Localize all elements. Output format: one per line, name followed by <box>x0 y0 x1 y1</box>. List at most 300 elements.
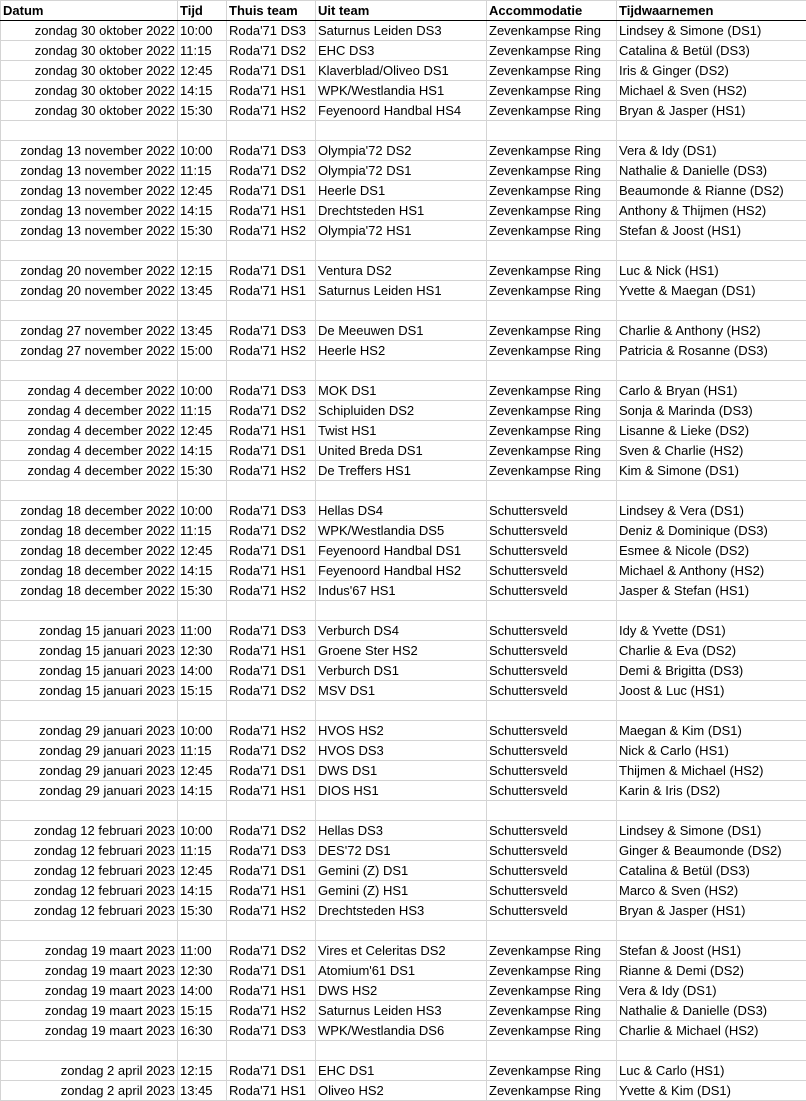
cell-uit-team[interactable]: DIOS HS1 <box>316 781 487 801</box>
cell-datum[interactable]: zondag 29 januari 2023 <box>1 761 178 781</box>
cell-thuis-team[interactable]: Roda'71 HS1 <box>227 281 316 301</box>
cell-datum[interactable]: zondag 19 maart 2023 <box>1 1021 178 1041</box>
cell-thuis-team[interactable]: Roda'71 HS1 <box>227 981 316 1001</box>
cell-thuis-team[interactable] <box>227 921 316 941</box>
cell-thuis-team[interactable] <box>227 301 316 321</box>
cell-tijdwaarnemen[interactable]: Maegan & Kim (DS1) <box>617 721 806 741</box>
cell-tijdwaarnemen[interactable]: Anthony & Thijmen (HS2) <box>617 201 806 221</box>
cell-datum[interactable]: zondag 19 maart 2023 <box>1 1001 178 1021</box>
cell-tijdwaarnemen[interactable]: Lindsey & Simone (DS1) <box>617 21 806 41</box>
cell-datum[interactable]: zondag 12 februari 2023 <box>1 901 178 921</box>
cell-uit-team[interactable]: Atomium'61 DS1 <box>316 961 487 981</box>
cell-tijd[interactable]: 15:15 <box>178 1001 227 1021</box>
cell-datum[interactable]: zondag 15 januari 2023 <box>1 661 178 681</box>
cell-tijdwaarnemen[interactable]: Kim & Simone (DS1) <box>617 461 806 481</box>
cell-accommodatie[interactable]: Schuttersveld <box>487 881 617 901</box>
cell-uit-team[interactable] <box>316 241 487 261</box>
cell-uit-team[interactable]: Verburch DS1 <box>316 661 487 681</box>
cell-tijdwaarnemen[interactable]: Charlie & Anthony (HS2) <box>617 321 806 341</box>
cell-tijd[interactable]: 14:00 <box>178 981 227 1001</box>
cell-tijd[interactable]: 10:00 <box>178 381 227 401</box>
cell-uit-team[interactable]: Gemini (Z) DS1 <box>316 861 487 881</box>
cell-uit-team[interactable]: MOK DS1 <box>316 381 487 401</box>
cell-tijd[interactable]: 13:45 <box>178 321 227 341</box>
cell-accommodatie[interactable]: Zevenkampse Ring <box>487 381 617 401</box>
cell-tijdwaarnemen[interactable]: Nathalie & Danielle (DS3) <box>617 161 806 181</box>
cell-tijdwaarnemen[interactable]: Bryan & Jasper (HS1) <box>617 101 806 121</box>
cell-thuis-team[interactable]: Roda'71 DS3 <box>227 621 316 641</box>
cell-tijdwaarnemen[interactable]: Rianne & Demi (DS2) <box>617 961 806 981</box>
cell-tijdwaarnemen[interactable]: Sonja & Marinda (DS3) <box>617 401 806 421</box>
cell-tijd[interactable] <box>178 481 227 501</box>
cell-thuis-team[interactable] <box>227 801 316 821</box>
cell-tijdwaarnemen[interactable] <box>617 601 806 621</box>
cell-datum[interactable] <box>1 361 178 381</box>
cell-tijdwaarnemen[interactable]: Thijmen & Michael (HS2) <box>617 761 806 781</box>
cell-tijdwaarnemen[interactable]: Patricia & Rosanne (DS3) <box>617 341 806 361</box>
cell-datum[interactable]: zondag 30 oktober 2022 <box>1 81 178 101</box>
cell-datum[interactable] <box>1 801 178 821</box>
cell-thuis-team[interactable]: Roda'71 HS2 <box>227 901 316 921</box>
cell-thuis-team[interactable]: Roda'71 DS1 <box>227 181 316 201</box>
cell-uit-team[interactable]: Feyenoord Handbal HS2 <box>316 561 487 581</box>
cell-thuis-team[interactable]: Roda'71 HS2 <box>227 221 316 241</box>
cell-thuis-team[interactable]: Roda'71 HS2 <box>227 721 316 741</box>
cell-uit-team[interactable]: Olympia'72 DS1 <box>316 161 487 181</box>
cell-tijdwaarnemen[interactable]: Jasper & Stefan (HS1) <box>617 581 806 601</box>
cell-accommodatie[interactable]: Zevenkampse Ring <box>487 201 617 221</box>
cell-accommodatie[interactable]: Schuttersveld <box>487 901 617 921</box>
cell-uit-team[interactable]: De Meeuwen DS1 <box>316 321 487 341</box>
cell-uit-team[interactable]: De Treffers HS1 <box>316 461 487 481</box>
cell-thuis-team[interactable] <box>227 241 316 261</box>
cell-datum[interactable]: zondag 18 december 2022 <box>1 581 178 601</box>
cell-tijdwaarnemen[interactable]: Yvette & Kim (DS1) <box>617 1081 806 1101</box>
cell-thuis-team[interactable]: Roda'71 DS2 <box>227 521 316 541</box>
cell-uit-team[interactable]: Heerle HS2 <box>316 341 487 361</box>
cell-tijd[interactable] <box>178 921 227 941</box>
cell-datum[interactable]: zondag 12 februari 2023 <box>1 821 178 841</box>
cell-tijd[interactable]: 11:15 <box>178 521 227 541</box>
cell-accommodatie[interactable]: Schuttersveld <box>487 761 617 781</box>
cell-thuis-team[interactable]: Roda'71 DS1 <box>227 441 316 461</box>
cell-accommodatie[interactable] <box>487 481 617 501</box>
cell-tijdwaarnemen[interactable]: Beaumonde & Rianne (DS2) <box>617 181 806 201</box>
cell-accommodatie[interactable]: Zevenkampse Ring <box>487 1061 617 1081</box>
cell-tijd[interactable]: 12:45 <box>178 541 227 561</box>
cell-accommodatie[interactable] <box>487 361 617 381</box>
cell-tijd[interactable]: 13:45 <box>178 1081 227 1101</box>
cell-tijdwaarnemen[interactable]: Nick & Carlo (HS1) <box>617 741 806 761</box>
cell-uit-team[interactable]: Saturnus Leiden DS3 <box>316 21 487 41</box>
cell-thuis-team[interactable]: Roda'71 HS2 <box>227 341 316 361</box>
cell-datum[interactable]: zondag 13 november 2022 <box>1 141 178 161</box>
cell-uit-team[interactable]: Feyenoord Handbal DS1 <box>316 541 487 561</box>
cell-thuis-team[interactable]: Roda'71 DS2 <box>227 741 316 761</box>
cell-thuis-team[interactable]: Roda'71 DS3 <box>227 21 316 41</box>
cell-tijd[interactable]: 14:15 <box>178 781 227 801</box>
cell-thuis-team[interactable]: Roda'71 HS2 <box>227 1001 316 1021</box>
cell-tijd[interactable]: 11:00 <box>178 941 227 961</box>
cell-tijdwaarnemen[interactable]: Ginger & Beaumonde (DS2) <box>617 841 806 861</box>
cell-datum[interactable]: zondag 20 november 2022 <box>1 281 178 301</box>
cell-datum[interactable]: zondag 15 januari 2023 <box>1 681 178 701</box>
cell-tijdwaarnemen[interactable]: Michael & Sven (HS2) <box>617 81 806 101</box>
cell-tijdwaarnemen[interactable]: Michael & Anthony (HS2) <box>617 561 806 581</box>
cell-tijdwaarnemen[interactable] <box>617 301 806 321</box>
cell-tijdwaarnemen[interactable]: Carlo & Bryan (HS1) <box>617 381 806 401</box>
cell-accommodatie[interactable]: Zevenkampse Ring <box>487 81 617 101</box>
cell-datum[interactable]: zondag 27 november 2022 <box>1 321 178 341</box>
cell-thuis-team[interactable] <box>227 121 316 141</box>
cell-accommodatie[interactable]: Schuttersveld <box>487 721 617 741</box>
cell-thuis-team[interactable]: Roda'71 DS3 <box>227 841 316 861</box>
cell-uit-team[interactable]: Drechtsteden HS1 <box>316 201 487 221</box>
cell-uit-team[interactable]: Saturnus Leiden HS3 <box>316 1001 487 1021</box>
cell-tijd[interactable]: 14:15 <box>178 881 227 901</box>
cell-accommodatie[interactable]: Zevenkampse Ring <box>487 101 617 121</box>
cell-accommodatie[interactable]: Schuttersveld <box>487 581 617 601</box>
cell-datum[interactable]: zondag 18 december 2022 <box>1 561 178 581</box>
cell-accommodatie[interactable]: Zevenkampse Ring <box>487 1001 617 1021</box>
cell-tijd[interactable]: 11:00 <box>178 621 227 641</box>
cell-uit-team[interactable]: Vires et Celeritas DS2 <box>316 941 487 961</box>
cell-uit-team[interactable]: Drechtsteden HS3 <box>316 901 487 921</box>
cell-tijdwaarnemen[interactable]: Lindsey & Vera (DS1) <box>617 501 806 521</box>
cell-tijdwaarnemen[interactable] <box>617 701 806 721</box>
cell-tijd[interactable]: 14:15 <box>178 81 227 101</box>
cell-datum[interactable] <box>1 921 178 941</box>
cell-uit-team[interactable] <box>316 361 487 381</box>
cell-uit-team[interactable]: MSV DS1 <box>316 681 487 701</box>
cell-datum[interactable] <box>1 121 178 141</box>
cell-tijdwaarnemen[interactable]: Vera & Idy (DS1) <box>617 141 806 161</box>
cell-accommodatie[interactable]: Schuttersveld <box>487 561 617 581</box>
cell-thuis-team[interactable]: Roda'71 DS1 <box>227 661 316 681</box>
cell-tijd[interactable]: 15:30 <box>178 581 227 601</box>
cell-accommodatie[interactable]: Schuttersveld <box>487 521 617 541</box>
cell-datum[interactable]: zondag 13 november 2022 <box>1 181 178 201</box>
cell-accommodatie[interactable]: Schuttersveld <box>487 781 617 801</box>
cell-tijd[interactable]: 13:45 <box>178 281 227 301</box>
cell-tijd[interactable]: 12:45 <box>178 861 227 881</box>
cell-accommodatie[interactable] <box>487 1041 617 1061</box>
cell-datum[interactable]: zondag 18 december 2022 <box>1 541 178 561</box>
cell-accommodatie[interactable]: Zevenkampse Ring <box>487 941 617 961</box>
cell-accommodatie[interactable]: Zevenkampse Ring <box>487 461 617 481</box>
cell-tijd[interactable] <box>178 801 227 821</box>
cell-datum[interactable]: zondag 2 april 2023 <box>1 1061 178 1081</box>
cell-thuis-team[interactable]: Roda'71 DS1 <box>227 261 316 281</box>
cell-accommodatie[interactable]: Zevenkampse Ring <box>487 981 617 1001</box>
cell-datum[interactable]: zondag 19 maart 2023 <box>1 941 178 961</box>
cell-tijdwaarnemen[interactable] <box>617 1041 806 1061</box>
cell-datum[interactable]: zondag 30 oktober 2022 <box>1 61 178 81</box>
cell-accommodatie[interactable]: Zevenkampse Ring <box>487 401 617 421</box>
cell-accommodatie[interactable]: Zevenkampse Ring <box>487 1081 617 1101</box>
cell-tijd[interactable] <box>178 121 227 141</box>
cell-datum[interactable]: zondag 13 november 2022 <box>1 201 178 221</box>
cell-thuis-team[interactable] <box>227 361 316 381</box>
cell-tijd[interactable]: 15:30 <box>178 221 227 241</box>
cell-tijdwaarnemen[interactable] <box>617 481 806 501</box>
cell-datum[interactable]: zondag 13 november 2022 <box>1 221 178 241</box>
cell-datum[interactable]: zondag 12 februari 2023 <box>1 841 178 861</box>
cell-tijd[interactable]: 15:15 <box>178 681 227 701</box>
cell-accommodatie[interactable] <box>487 701 617 721</box>
cell-uit-team[interactable]: DES'72 DS1 <box>316 841 487 861</box>
cell-thuis-team[interactable]: Roda'71 HS1 <box>227 641 316 661</box>
cell-tijd[interactable]: 11:15 <box>178 841 227 861</box>
cell-accommodatie[interactable]: Schuttersveld <box>487 861 617 881</box>
cell-datum[interactable]: zondag 29 januari 2023 <box>1 741 178 761</box>
cell-thuis-team[interactable]: Roda'71 HS2 <box>227 101 316 121</box>
cell-thuis-team[interactable]: Roda'71 DS1 <box>227 61 316 81</box>
cell-tijdwaarnemen[interactable]: Bryan & Jasper (HS1) <box>617 901 806 921</box>
cell-thuis-team[interactable]: Roda'71 DS3 <box>227 381 316 401</box>
cell-datum[interactable]: zondag 18 december 2022 <box>1 501 178 521</box>
cell-thuis-team[interactable]: Roda'71 HS1 <box>227 781 316 801</box>
cell-accommodatie[interactable] <box>487 921 617 941</box>
cell-accommodatie[interactable] <box>487 241 617 261</box>
cell-uit-team[interactable] <box>316 1041 487 1061</box>
cell-uit-team[interactable]: Ventura DS2 <box>316 261 487 281</box>
cell-uit-team[interactable]: DWS HS2 <box>316 981 487 1001</box>
cell-tijdwaarnemen[interactable]: Sven & Charlie (HS2) <box>617 441 806 461</box>
cell-tijd[interactable]: 12:45 <box>178 61 227 81</box>
cell-uit-team[interactable]: HVOS HS2 <box>316 721 487 741</box>
cell-tijd[interactable]: 11:15 <box>178 401 227 421</box>
cell-accommodatie[interactable]: Zevenkampse Ring <box>487 441 617 461</box>
cell-datum[interactable] <box>1 601 178 621</box>
cell-accommodatie[interactable]: Zevenkampse Ring <box>487 261 617 281</box>
cell-thuis-team[interactable]: Roda'71 HS1 <box>227 1081 316 1101</box>
cell-datum[interactable]: zondag 2 april 2023 <box>1 1081 178 1101</box>
cell-tijd[interactable]: 14:15 <box>178 441 227 461</box>
cell-accommodatie[interactable]: Schuttersveld <box>487 541 617 561</box>
cell-uit-team[interactable]: Olympia'72 DS2 <box>316 141 487 161</box>
cell-tijd[interactable]: 12:45 <box>178 761 227 781</box>
cell-tijdwaarnemen[interactable] <box>617 121 806 141</box>
cell-tijd[interactable]: 15:00 <box>178 341 227 361</box>
cell-accommodatie[interactable]: Zevenkampse Ring <box>487 181 617 201</box>
cell-tijdwaarnemen[interactable]: Nathalie & Danielle (DS3) <box>617 1001 806 1021</box>
cell-datum[interactable] <box>1 481 178 501</box>
cell-uit-team[interactable]: WPK/Westlandia DS5 <box>316 521 487 541</box>
cell-uit-team[interactable]: United Breda DS1 <box>316 441 487 461</box>
cell-tijd[interactable]: 12:30 <box>178 961 227 981</box>
cell-accommodatie[interactable]: Schuttersveld <box>487 661 617 681</box>
cell-datum[interactable]: zondag 29 januari 2023 <box>1 721 178 741</box>
cell-tijdwaarnemen[interactable] <box>617 361 806 381</box>
cell-accommodatie[interactable]: Schuttersveld <box>487 681 617 701</box>
cell-tijd[interactable]: 15:30 <box>178 461 227 481</box>
cell-thuis-team[interactable]: Roda'71 HS2 <box>227 581 316 601</box>
cell-tijd[interactable]: 12:45 <box>178 421 227 441</box>
cell-thuis-team[interactable] <box>227 481 316 501</box>
cell-tijdwaarnemen[interactable]: Demi & Brigitta (DS3) <box>617 661 806 681</box>
cell-accommodatie[interactable]: Schuttersveld <box>487 501 617 521</box>
cell-datum[interactable]: zondag 30 oktober 2022 <box>1 101 178 121</box>
cell-tijd[interactable]: 11:15 <box>178 161 227 181</box>
cell-tijd[interactable] <box>178 1041 227 1061</box>
cell-thuis-team[interactable]: Roda'71 DS3 <box>227 501 316 521</box>
cell-datum[interactable]: zondag 12 februari 2023 <box>1 881 178 901</box>
cell-uit-team[interactable] <box>316 481 487 501</box>
cell-datum[interactable]: zondag 4 december 2022 <box>1 421 178 441</box>
cell-accommodatie[interactable] <box>487 601 617 621</box>
cell-tijd[interactable]: 12:30 <box>178 641 227 661</box>
cell-uit-team[interactable]: Gemini (Z) HS1 <box>316 881 487 901</box>
cell-thuis-team[interactable] <box>227 701 316 721</box>
cell-accommodatie[interactable]: Schuttersveld <box>487 641 617 661</box>
cell-tijd[interactable]: 12:15 <box>178 261 227 281</box>
cell-thuis-team[interactable]: Roda'71 DS1 <box>227 961 316 981</box>
cell-accommodatie[interactable]: Zevenkampse Ring <box>487 141 617 161</box>
cell-tijdwaarnemen[interactable]: Charlie & Michael (HS2) <box>617 1021 806 1041</box>
cell-accommodatie[interactable]: Zevenkampse Ring <box>487 961 617 981</box>
cell-uit-team[interactable]: Twist HS1 <box>316 421 487 441</box>
cell-tijdwaarnemen[interactable]: Idy & Yvette (DS1) <box>617 621 806 641</box>
cell-uit-team[interactable]: EHC DS3 <box>316 41 487 61</box>
cell-tijdwaarnemen[interactable]: Vera & Idy (DS1) <box>617 981 806 1001</box>
cell-tijdwaarnemen[interactable]: Deniz & Dominique (DS3) <box>617 521 806 541</box>
cell-thuis-team[interactable]: Roda'71 DS3 <box>227 141 316 161</box>
cell-tijdwaarnemen[interactable]: Stefan & Joost (HS1) <box>617 941 806 961</box>
cell-datum[interactable] <box>1 241 178 261</box>
cell-tijd[interactable]: 15:30 <box>178 101 227 121</box>
cell-datum[interactable]: zondag 18 december 2022 <box>1 521 178 541</box>
cell-uit-team[interactable]: Saturnus Leiden HS1 <box>316 281 487 301</box>
cell-thuis-team[interactable]: Roda'71 DS1 <box>227 861 316 881</box>
cell-tijdwaarnemen[interactable]: Charlie & Eva (DS2) <box>617 641 806 661</box>
cell-tijd[interactable]: 16:30 <box>178 1021 227 1041</box>
cell-uit-team[interactable] <box>316 121 487 141</box>
cell-tijd[interactable]: 11:15 <box>178 741 227 761</box>
cell-tijdwaarnemen[interactable]: Catalina & Betül (DS3) <box>617 861 806 881</box>
cell-datum[interactable]: zondag 30 oktober 2022 <box>1 21 178 41</box>
cell-thuis-team[interactable]: Roda'71 DS1 <box>227 761 316 781</box>
cell-uit-team[interactable]: Groene Ster HS2 <box>316 641 487 661</box>
cell-datum[interactable]: zondag 12 februari 2023 <box>1 861 178 881</box>
cell-uit-team[interactable]: Indus'67 HS1 <box>316 581 487 601</box>
cell-accommodatie[interactable] <box>487 301 617 321</box>
cell-tijdwaarnemen[interactable]: Marco & Sven (HS2) <box>617 881 806 901</box>
cell-thuis-team[interactable]: Roda'71 DS2 <box>227 821 316 841</box>
cell-tijd[interactable] <box>178 701 227 721</box>
cell-tijd[interactable]: 10:00 <box>178 21 227 41</box>
cell-tijdwaarnemen[interactable]: Lindsey & Simone (DS1) <box>617 821 806 841</box>
cell-tijd[interactable]: 11:15 <box>178 41 227 61</box>
cell-accommodatie[interactable]: Zevenkampse Ring <box>487 341 617 361</box>
cell-tijdwaarnemen[interactable]: Lisanne & Lieke (DS2) <box>617 421 806 441</box>
cell-datum[interactable] <box>1 1041 178 1061</box>
cell-datum[interactable]: zondag 30 oktober 2022 <box>1 41 178 61</box>
cell-tijd[interactable] <box>178 601 227 621</box>
cell-datum[interactable]: zondag 13 november 2022 <box>1 161 178 181</box>
cell-accommodatie[interactable]: Schuttersveld <box>487 621 617 641</box>
cell-accommodatie[interactable]: Zevenkampse Ring <box>487 21 617 41</box>
cell-uit-team[interactable] <box>316 601 487 621</box>
cell-tijdwaarnemen[interactable]: Karin & Iris (DS2) <box>617 781 806 801</box>
cell-accommodatie[interactable]: Zevenkampse Ring <box>487 221 617 241</box>
cell-thuis-team[interactable]: Roda'71 HS2 <box>227 461 316 481</box>
cell-uit-team[interactable]: Oliveo HS2 <box>316 1081 487 1101</box>
cell-tijdwaarnemen[interactable]: Joost & Luc (HS1) <box>617 681 806 701</box>
cell-thuis-team[interactable]: Roda'71 DS2 <box>227 41 316 61</box>
cell-uit-team[interactable]: Hellas DS4 <box>316 501 487 521</box>
cell-accommodatie[interactable]: Zevenkampse Ring <box>487 1021 617 1041</box>
cell-tijd[interactable]: 10:00 <box>178 501 227 521</box>
cell-datum[interactable] <box>1 301 178 321</box>
cell-thuis-team[interactable]: Roda'71 HS1 <box>227 561 316 581</box>
cell-tijd[interactable]: 12:45 <box>178 181 227 201</box>
cell-tijd[interactable] <box>178 301 227 321</box>
cell-thuis-team[interactable] <box>227 601 316 621</box>
cell-tijdwaarnemen[interactable]: Luc & Carlo (HS1) <box>617 1061 806 1081</box>
cell-tijd[interactable]: 14:00 <box>178 661 227 681</box>
cell-accommodatie[interactable]: Schuttersveld <box>487 821 617 841</box>
cell-thuis-team[interactable]: Roda'71 HS1 <box>227 421 316 441</box>
cell-accommodatie[interactable]: Schuttersveld <box>487 741 617 761</box>
cell-uit-team[interactable]: Feyenoord Handbal HS4 <box>316 101 487 121</box>
cell-tijd[interactable]: 14:15 <box>178 201 227 221</box>
cell-tijdwaarnemen[interactable]: Stefan & Joost (HS1) <box>617 221 806 241</box>
cell-tijd[interactable]: 10:00 <box>178 141 227 161</box>
cell-tijdwaarnemen[interactable] <box>617 801 806 821</box>
cell-tijd[interactable]: 10:00 <box>178 821 227 841</box>
cell-datum[interactable]: zondag 4 december 2022 <box>1 401 178 421</box>
cell-datum[interactable]: zondag 4 december 2022 <box>1 461 178 481</box>
cell-thuis-team[interactable]: Roda'71 DS2 <box>227 161 316 181</box>
cell-accommodatie[interactable]: Zevenkampse Ring <box>487 41 617 61</box>
cell-accommodatie[interactable]: Zevenkampse Ring <box>487 321 617 341</box>
cell-tijd[interactable]: 15:30 <box>178 901 227 921</box>
cell-accommodatie[interactable] <box>487 801 617 821</box>
cell-tijd[interactable]: 10:00 <box>178 721 227 741</box>
cell-accommodatie[interactable]: Schuttersveld <box>487 841 617 861</box>
cell-thuis-team[interactable]: Roda'71 HS1 <box>227 201 316 221</box>
cell-tijdwaarnemen[interactable] <box>617 241 806 261</box>
cell-uit-team[interactable]: Olympia'72 HS1 <box>316 221 487 241</box>
cell-uit-team[interactable]: Verburch DS4 <box>316 621 487 641</box>
cell-datum[interactable]: zondag 4 december 2022 <box>1 441 178 461</box>
cell-uit-team[interactable]: Heerle DS1 <box>316 181 487 201</box>
cell-uit-team[interactable]: WPK/Westlandia DS6 <box>316 1021 487 1041</box>
cell-uit-team[interactable] <box>316 801 487 821</box>
cell-tijd[interactable] <box>178 241 227 261</box>
cell-uit-team[interactable]: HVOS DS3 <box>316 741 487 761</box>
cell-thuis-team[interactable]: Roda'71 HS1 <box>227 881 316 901</box>
cell-datum[interactable]: zondag 20 november 2022 <box>1 261 178 281</box>
cell-datum[interactable]: zondag 15 januari 2023 <box>1 641 178 661</box>
cell-accommodatie[interactable]: Zevenkampse Ring <box>487 281 617 301</box>
cell-tijd[interactable]: 14:15 <box>178 561 227 581</box>
cell-datum[interactable]: zondag 4 december 2022 <box>1 381 178 401</box>
cell-uit-team[interactable]: WPK/Westlandia HS1 <box>316 81 487 101</box>
cell-tijdwaarnemen[interactable] <box>617 921 806 941</box>
cell-uit-team[interactable] <box>316 301 487 321</box>
cell-thuis-team[interactable]: Roda'71 DS1 <box>227 541 316 561</box>
cell-uit-team[interactable]: Schipluiden DS2 <box>316 401 487 421</box>
cell-datum[interactable] <box>1 701 178 721</box>
cell-accommodatie[interactable]: Zevenkampse Ring <box>487 61 617 81</box>
cell-tijdwaarnemen[interactable]: Esmee & Nicole (DS2) <box>617 541 806 561</box>
cell-thuis-team[interactable]: Roda'71 DS2 <box>227 401 316 421</box>
cell-thuis-team[interactable]: Roda'71 DS2 <box>227 681 316 701</box>
cell-thuis-team[interactable]: Roda'71 DS1 <box>227 1061 316 1081</box>
cell-uit-team[interactable] <box>316 921 487 941</box>
